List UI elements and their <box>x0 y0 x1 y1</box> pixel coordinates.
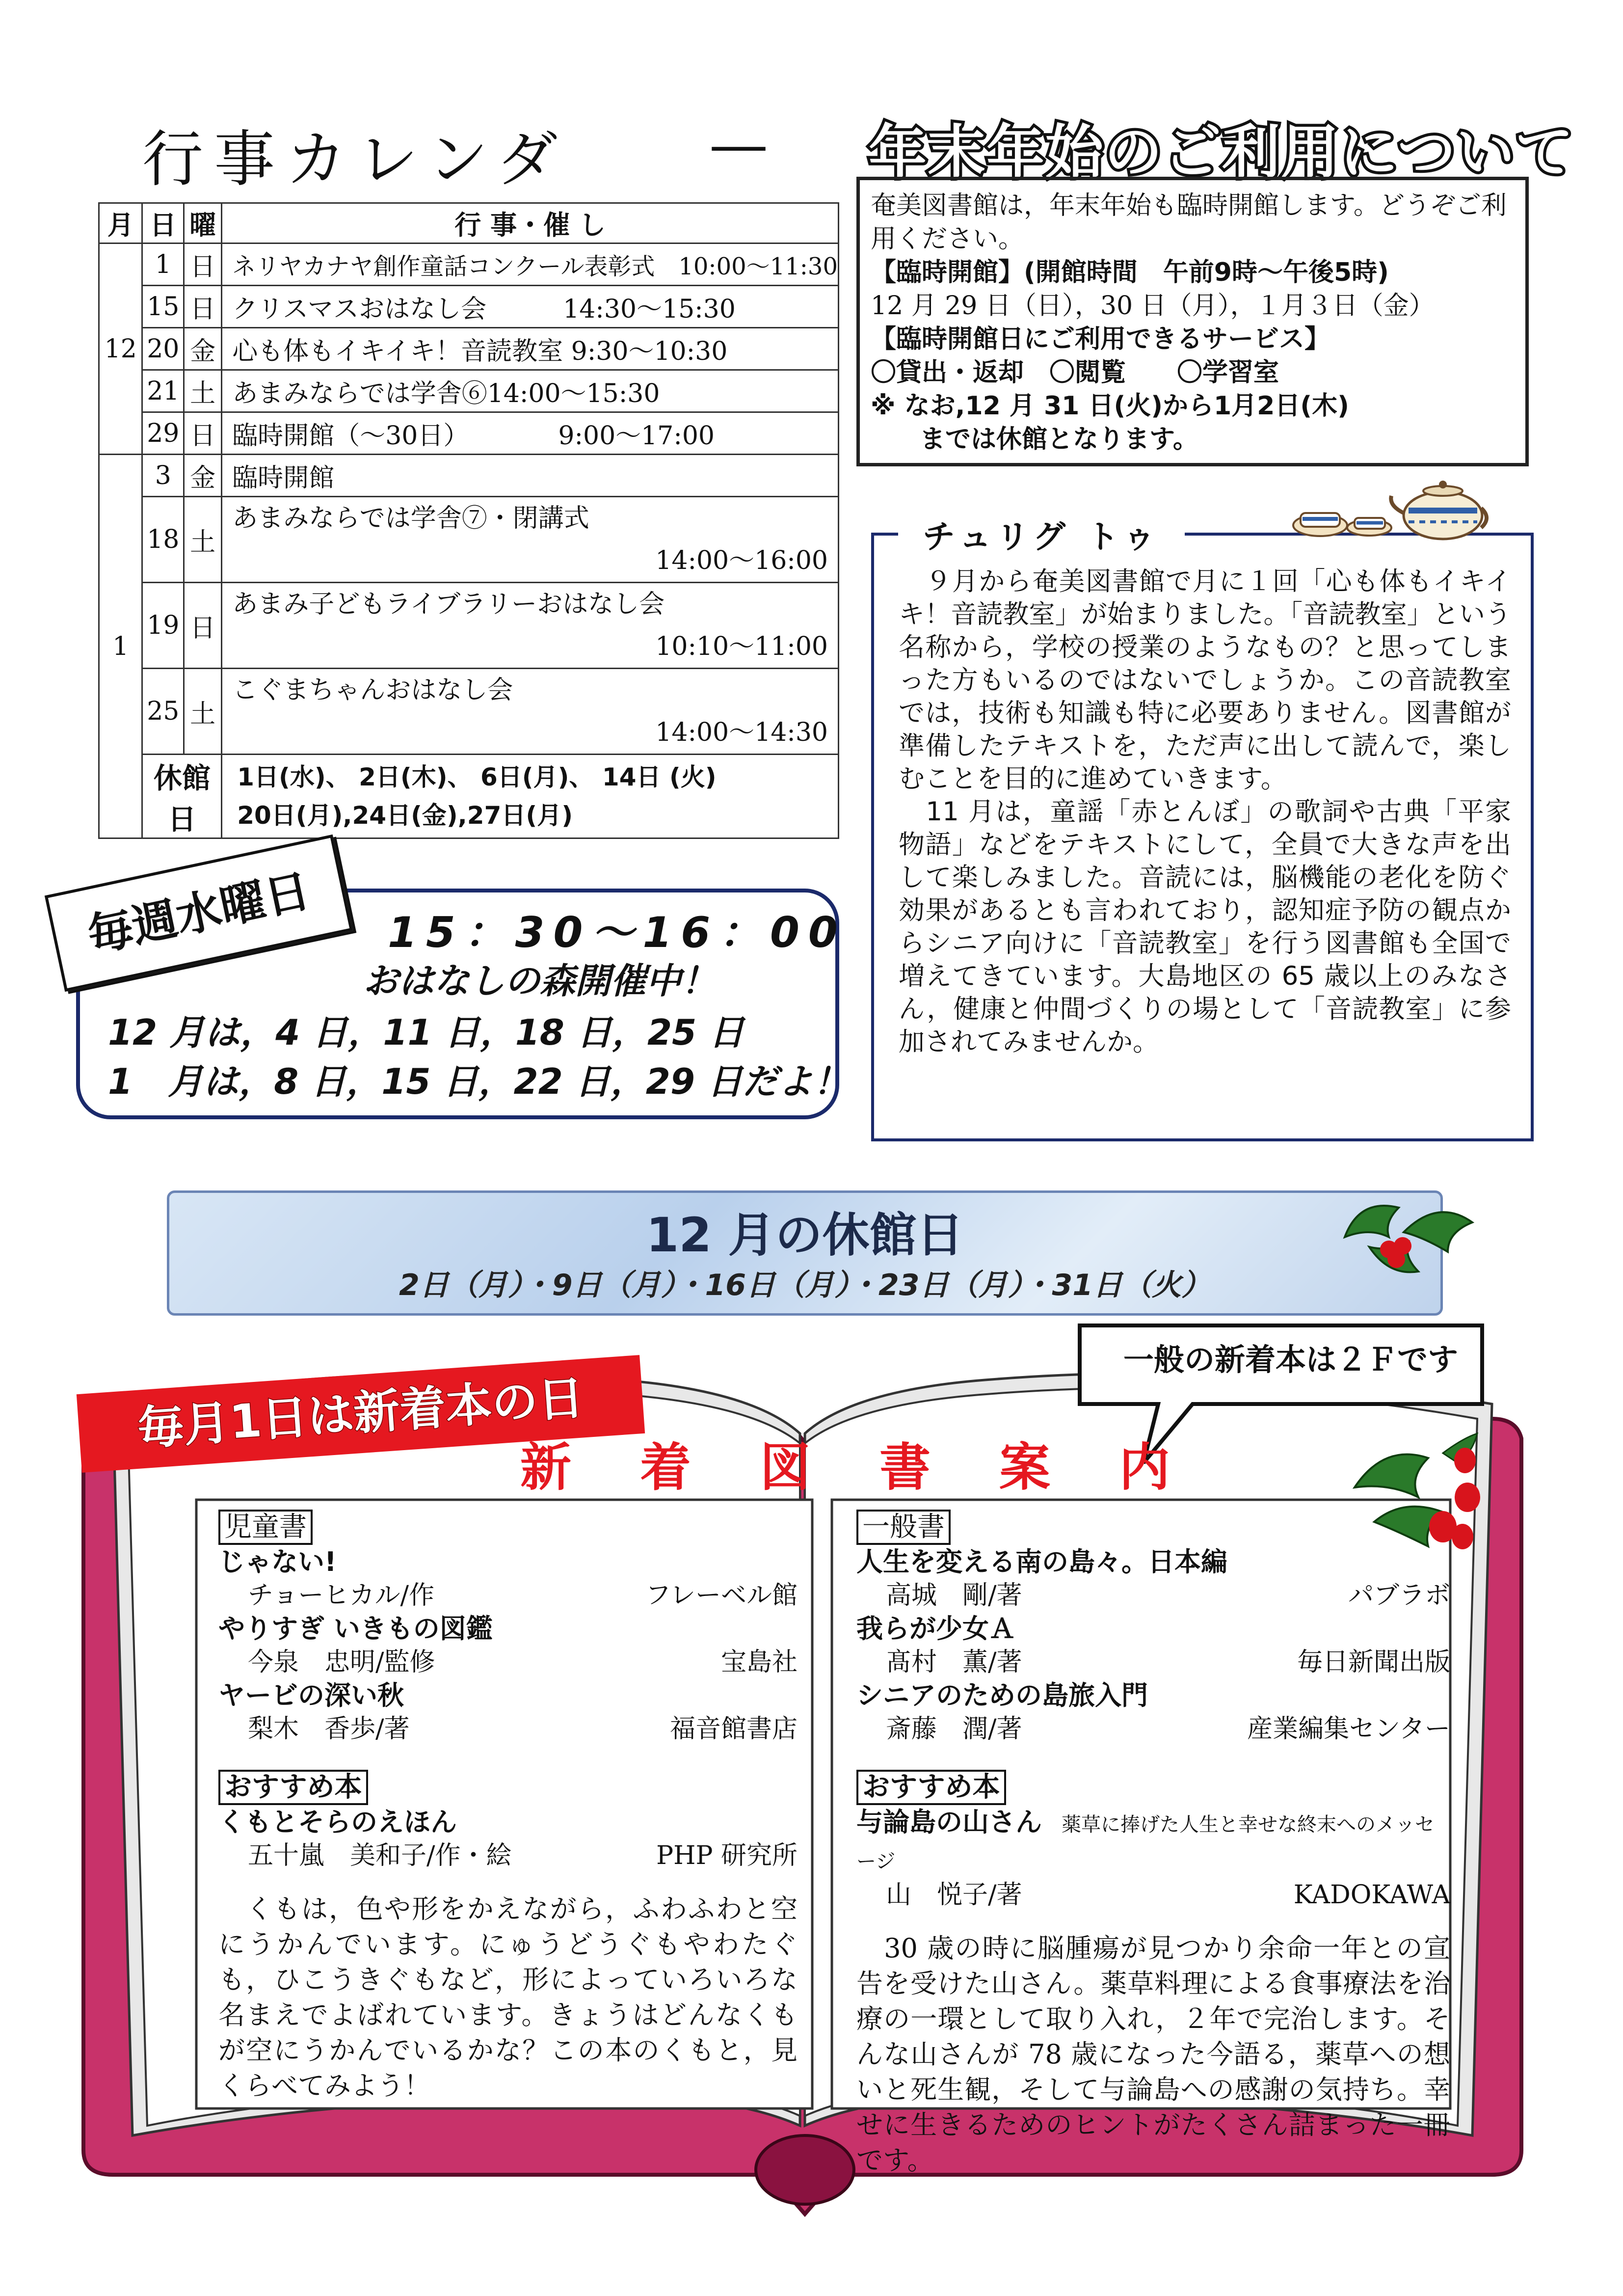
recommended-book-title <box>856 1805 1450 1879</box>
month-cell: 12 <box>99 243 142 455</box>
recommended-book-review: くもは，色や形をかえながら，ふわふわと空にうかんでいます。にゅうどうぐもやわたぐも，ひこうきぐもなど，形によっていろいろな名まえでよばれています。きょうはどんなくもが空にうかんでいるかな？この本のくもと，見くらべてみよう！ <box>218 1893 798 2101</box>
storytime-hours: 15：30～16：00 <box>388 908 847 957</box>
general-books-panel <box>856 1510 1450 2178</box>
event-cell: 臨時開館 <box>222 455 839 497</box>
event-cell: 臨時開館（～30日） 9:00～17:00 <box>222 412 839 455</box>
rec-subtitle: 薬草に捧げた人生と幸せな終末へのメッセージ <box>856 1813 1435 1873</box>
list-item <box>856 1678 1450 1745</box>
list-item <box>218 1545 798 1612</box>
table-row <box>99 583 839 669</box>
closed-days-cell <box>222 755 839 838</box>
event-name: あまみならでは学舎⑦・閉講式 <box>232 504 589 533</box>
day-cell: 21 <box>142 370 184 412</box>
hours-text: (開館時間 午前9時～午後5時) <box>1024 258 1389 287</box>
december-closed-title: 12 月の休館日 <box>646 1208 964 1263</box>
childrens-books-panel <box>218 1510 798 2104</box>
book-title: シニアのための島旅入門 <box>856 1680 1148 1711</box>
event-cell: クリスマスおはなし会 14:30～15:30 <box>222 286 839 328</box>
services-label: 【臨時開館日にご利用できるサービス】 <box>871 324 1330 354</box>
book-publisher: PHP 研究所 <box>656 1841 798 1870</box>
recommended-book-title: くもとそらのえほん <box>218 1807 457 1837</box>
book-meta <box>856 1879 1450 1911</box>
weekly-stamp: 毎週水曜日 <box>45 835 353 992</box>
event-time: 14:00～14:30 <box>655 718 828 747</box>
book-meta <box>218 1713 798 1745</box>
book-publisher: KADOKAWA <box>1293 1880 1450 1910</box>
notice-hours-line <box>871 256 1515 289</box>
book-author: 髙村 薫/著 <box>886 1648 1022 1677</box>
book-author: 斎藤 潤/著 <box>886 1714 1022 1744</box>
closed-days-line2: 20日(月),24日(金),27日(月) <box>237 801 573 830</box>
list-item <box>218 1612 798 1678</box>
book-author: 梨木 香歩/著 <box>248 1714 410 1744</box>
header-event: 行 事・催 し <box>222 203 839 243</box>
hours-label: 【臨時開館】 <box>871 258 1024 287</box>
day-cell: 20 <box>142 328 184 370</box>
table-row <box>99 669 839 755</box>
list-item <box>856 1545 1450 1612</box>
weekday-cell: 土 <box>184 370 222 412</box>
recommended-book-review: 30 歳の時に脳腫瘍が見つかり余命一年との宣告を受けた山さん。薬草料理による食事療法を治療の一環として取り入れ，２年で完治します。そんな山さんが 78 歳になった今語る，薬草への想いと死生観，そして与論島への感謝の気持ち。幸せに生きるためのヒントがたくさん詰まった一冊です。 <box>856 1933 1450 2176</box>
day-cell: 1 <box>142 243 184 286</box>
book-meta <box>218 1839 798 1872</box>
churigu-paragraph-2: 11 月は，童謡「赤とんぼ」の歌詞や古典「平家物語」などをテキストにして，全員で大きな声を出して楽しみました。音読には，脳機能の老化を防ぐ効果があるとも言われており，認知症予防の観点からシニア向けに「音読教室」を行う図書館も全国で増えてきています。大島地区の 65 歳以上のみなさん，健康と仲間づくりの場として「音読教室」に参加されてみませんか。 <box>899 797 1511 1057</box>
childrens-books-label: 児童書 <box>218 1510 313 1545</box>
list-item <box>856 1612 1450 1678</box>
general-books-label: 一般書 <box>856 1510 951 1545</box>
table-row <box>99 370 839 412</box>
recommended-label: おすすめ本 <box>218 1770 368 1805</box>
churigu-title: チュリグ トゥ <box>898 511 1185 557</box>
table-row <box>99 455 839 497</box>
event-cell <box>222 669 839 755</box>
closed-days-line1: 1日(水)、 2日(木)、 6日(月)、 14日 (火) <box>237 763 717 791</box>
table-row <box>99 755 839 838</box>
event-time: 14:00～16:00 <box>655 546 828 575</box>
book-meta <box>856 1579 1450 1612</box>
book-meta <box>856 1713 1450 1745</box>
closure-note-2: までは休館となります。 <box>920 425 1198 454</box>
notice-intro: 奄美図書館は，年末年始も臨時開館します。どうぞご利用ください。 <box>871 191 1507 254</box>
event-calendar-table <box>98 202 839 839</box>
storytime-jan-dates: 1 月は，8 日，15 日，22 日，29 日だよ！ <box>108 1061 849 1102</box>
book-author: 山 悦子/著 <box>886 1880 1022 1910</box>
day-cell: 25 <box>142 669 184 755</box>
book-title: 我らが少女Ａ <box>856 1613 1015 1644</box>
nenmatsu-notice-box <box>856 177 1529 466</box>
book-meta <box>856 1646 1450 1678</box>
day-cell: 18 <box>142 497 184 583</box>
churigu-paragraph-1: ９月から奄美図書館で月に１回「心も体もイキイキ！音読教室」が始まりました。「音読教室」という名称から，学校の授業のようなもの？と思ってしまった方もいるのではないでしょうか。この音読教室では，技術も知識も特に必要ありません。図書館が準備したテキストを，ただ声に出して読んで，楽しむことを目的に進めていきます。 <box>899 567 1511 794</box>
day-cell: 15 <box>142 286 184 328</box>
new-books-day-stamp: 毎月1日は新着本の日 <box>77 1355 645 1473</box>
book-title: ヤービの深い秋 <box>218 1680 404 1711</box>
book-author: 高城 剛/著 <box>886 1581 1022 1610</box>
nenmatsu-title: 年末年始のご利用について <box>869 118 1574 186</box>
closed-label-cell: 休館日 <box>142 755 222 838</box>
month-cell: 1 <box>99 455 142 838</box>
rec-title-text: 与論島の山さん <box>856 1807 1042 1837</box>
title-dash: — <box>709 110 768 179</box>
book-author: チョーヒカル/作 <box>248 1581 434 1610</box>
weekday-cell: 日 <box>184 286 222 328</box>
table-row <box>99 243 839 286</box>
weekday-cell: 金 <box>184 455 222 497</box>
storytime-title: おはなしの森開催中！ <box>363 960 717 1001</box>
services-list: 〇貸出・返却 〇閲覧 〇学習室 <box>871 358 1279 387</box>
weekday-cell: 金 <box>184 328 222 370</box>
table-row <box>99 328 839 370</box>
event-name: こぐまちゃんおはなし会 <box>232 675 513 705</box>
book-publisher: 産業編集センター <box>1247 1714 1450 1744</box>
event-cell <box>222 497 839 583</box>
weekday-cell: 土 <box>184 497 222 583</box>
notice-dates: 12 月 29 日（日），30 日（月），１月３日（金） <box>871 291 1435 321</box>
december-closed-days: 2日（月）・9日（月）・16日（月）・23日（月）・31日（火） <box>399 1268 1211 1302</box>
book-meta <box>218 1579 798 1612</box>
list-item <box>218 1678 798 1745</box>
header-weekday: 曜 <box>184 203 222 243</box>
table-row <box>99 497 839 583</box>
weekday-cell: 日 <box>184 412 222 455</box>
book-title: じゃない! <box>218 1546 337 1577</box>
teapot-icon <box>1286 479 1492 542</box>
day-cell: 19 <box>142 583 184 669</box>
event-name: あまみ子どもライブラリーおはなし会 <box>232 590 665 619</box>
closure-note-1: ※ なお,12 月 31 日(火)から1月2日(木) <box>871 391 1349 421</box>
header-month: 月 <box>99 203 142 243</box>
book-publisher: 毎日新聞出版 <box>1297 1648 1450 1677</box>
storytime-dec-dates: 12 月は，4 日，11 日，18 日，25 日 <box>108 1012 745 1053</box>
new-books-title: 新着図書案内 <box>520 1437 1239 1497</box>
book-title: やりすぎ いきもの図鑑 <box>218 1613 493 1644</box>
table-header-row <box>99 203 839 243</box>
header-day: 日 <box>142 203 184 243</box>
event-cell: ネリヤカナヤ創作童話コンクール表彰式 10:00～11:30 <box>222 243 839 286</box>
event-cell <box>222 583 839 669</box>
table-row <box>99 286 839 328</box>
recommended-label: おすすめ本 <box>856 1770 1006 1805</box>
weekday-cell: 日 <box>184 583 222 669</box>
speech-bubble-text: 一般の新着本は２Ｆです <box>1123 1342 1458 1378</box>
book-publisher: 福音館書店 <box>669 1714 798 1744</box>
calendar-title: 行事カレンダ <box>142 124 568 195</box>
churigu-column <box>871 533 1534 1141</box>
book-meta <box>218 1646 798 1678</box>
event-time: 10:10～11:00 <box>655 632 828 661</box>
weekday-cell: 土 <box>184 669 222 755</box>
book-title: 人生を変える南の島々。日本編 <box>856 1546 1227 1577</box>
day-cell: 29 <box>142 412 184 455</box>
book-publisher: パブラボ <box>1348 1581 1450 1610</box>
weekday-cell: 日 <box>184 243 222 286</box>
book-author: 五十嵐 美和子/作・絵 <box>248 1841 512 1870</box>
book-publisher: 宝島社 <box>720 1648 798 1677</box>
holly-icon <box>1325 1178 1482 1286</box>
book-publisher: フレーベル館 <box>645 1581 798 1610</box>
event-cell: あまみならでは学舎⑥14:00～15:30 <box>222 370 839 412</box>
book-author: 今泉 忠明/監修 <box>248 1648 435 1677</box>
event-cell: 心も体もイキイキ！音読教室 9:30～10:30 <box>222 328 839 370</box>
day-cell: 3 <box>142 455 184 497</box>
table-row <box>99 412 839 455</box>
